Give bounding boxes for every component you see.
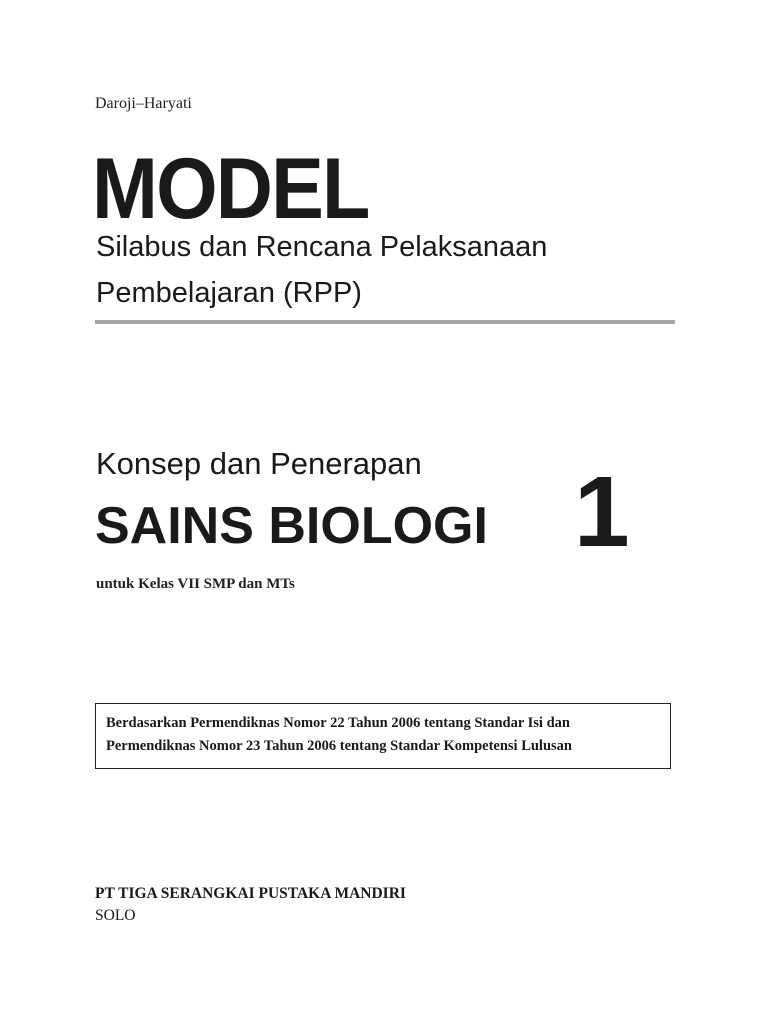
regulation-box [95, 703, 671, 769]
regulation-line-1: Berdasarkan Permendiknas Nomor 22 Tahun 2006 tentang Standar Isi dan [106, 715, 570, 731]
publisher-name: PT TIGA SERANGKAI PUSTAKA MANDIRI [95, 885, 406, 902]
subtitle [96, 224, 716, 316]
publisher-city: SOLO [95, 907, 136, 924]
authors: Daroji–Haryati [95, 95, 192, 112]
regulation-line-2: Permendiknas Nomor 23 Tahun 2006 tentang Standar Kompetensi Lulusan [106, 738, 572, 754]
volume-number: 1 [574, 456, 630, 568]
model-title: MODEL [92, 141, 369, 237]
book-title: SAINS BIOLOGI [95, 497, 488, 555]
concept-heading: Konsep dan Penerapan [96, 446, 422, 481]
subtitle-line-2: Pembelajaran (RPP) [96, 277, 362, 309]
divider-rule [95, 320, 675, 324]
grade-label: untuk Kelas VII SMP dan MTs [96, 576, 295, 592]
subtitle-line-1: Silabus dan Rencana Pelaksanaan [96, 231, 548, 263]
